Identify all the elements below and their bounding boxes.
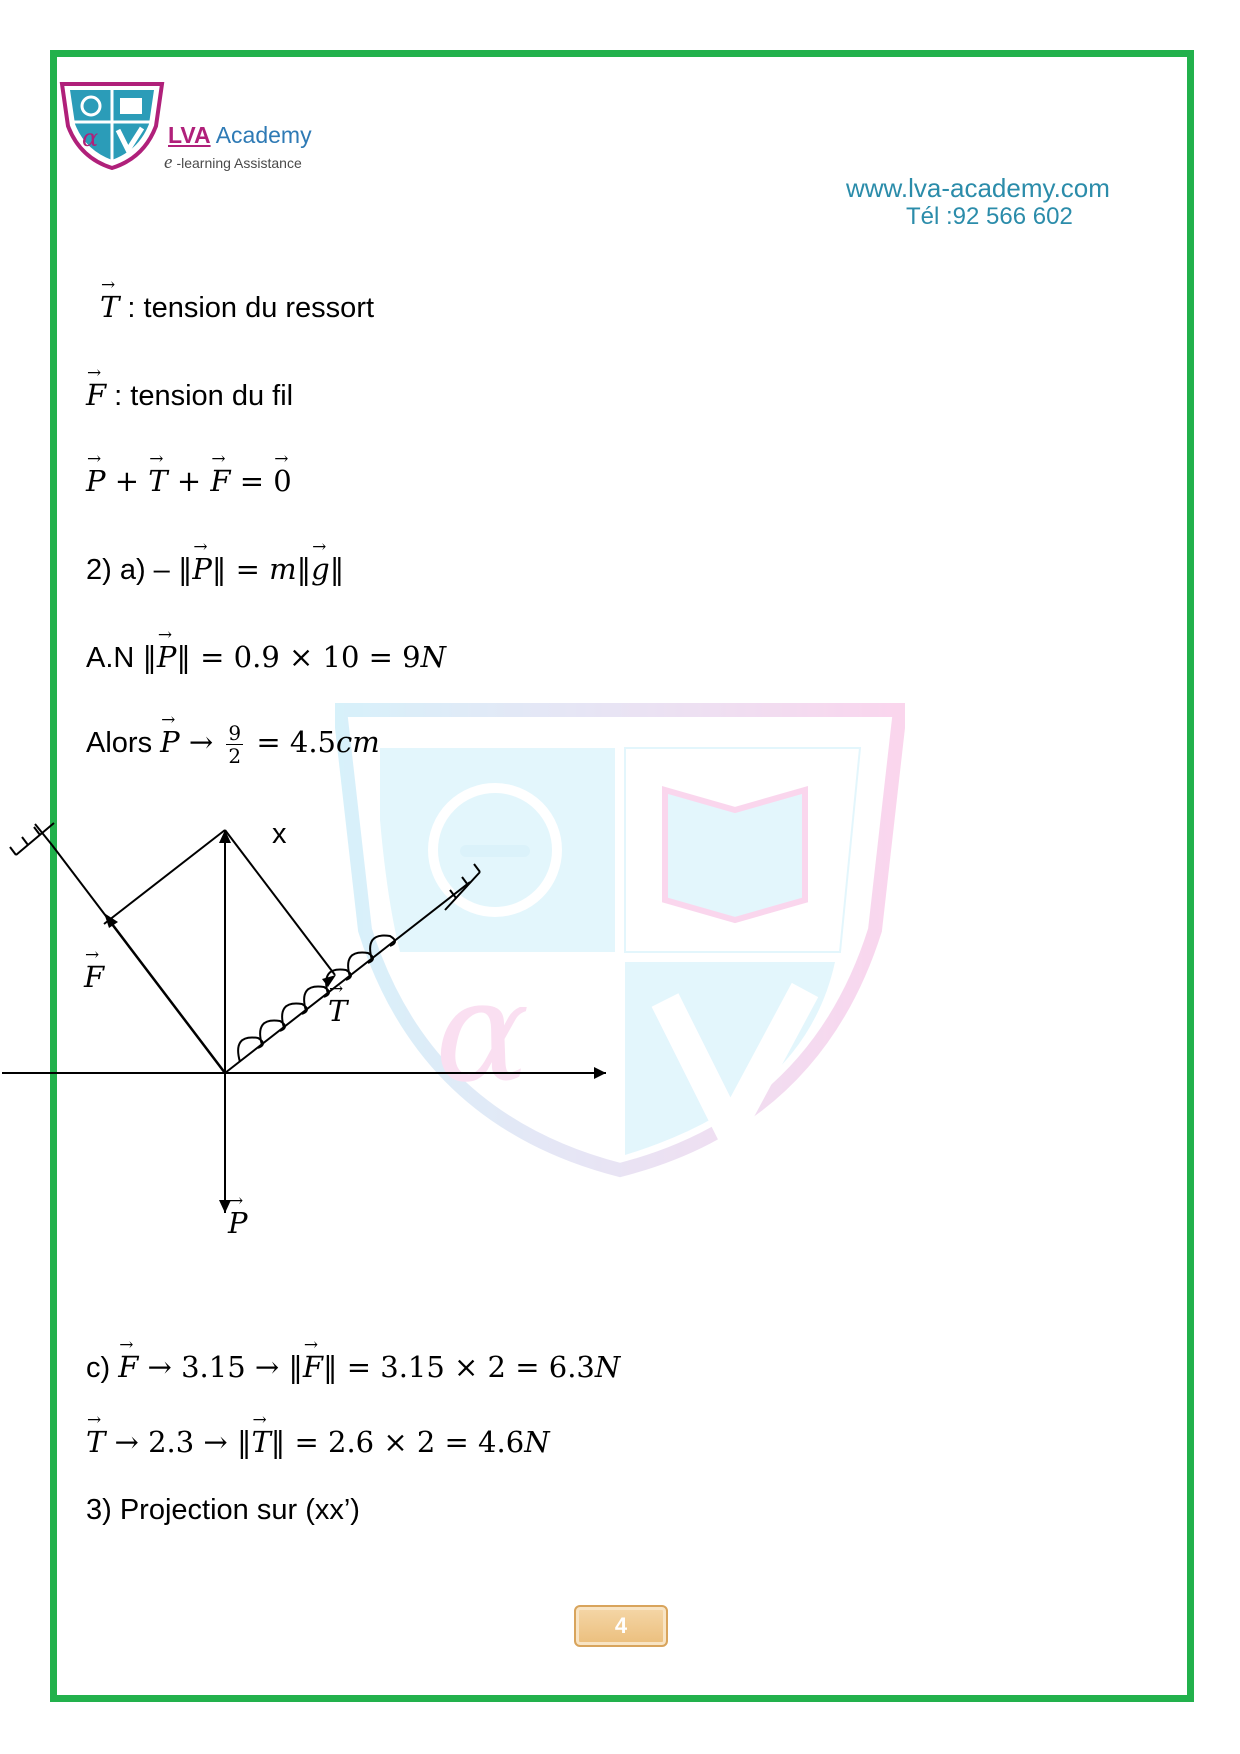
lva-logo-icon [56,78,168,170]
diagram-label-T: → T [328,994,347,1028]
line-equilibrium-equation: → P + → T + → F = → 0 [86,464,292,499]
phone-number: Tél :92 566 602 [906,203,1073,230]
page-number-badge: 4 [574,1605,668,1647]
diagram-label-P: → P [228,1206,248,1240]
brand-tagline: e -learning Assistance [164,152,302,173]
parallelogram-side-1 [104,830,225,924]
axis-label-x: x [272,818,287,850]
line-weight-value: A.N ‖→ P‖ = 0.9 × 10 = 9N [86,640,446,675]
brand-name: LVA Academy [168,122,312,148]
parallelogram-side-2 [225,830,335,975]
website-url[interactable]: www.lva-academy.com [846,173,1110,203]
line-force-T-value: → T → 2.3 → ‖→ T‖ = 2.6 × 2 = 4.6N [86,1425,550,1460]
line-weight-scale: Alors → P → $\frac{9}{2}$ = 4.5cm [86,722,380,767]
svg-text:α: α [435,951,530,1114]
force-diagram [0,800,640,1260]
line-tension-fil: → F : tension du fil [86,378,293,413]
force-F-vector [112,924,225,1073]
line-projection-heading: 3) Projection sur (xx’) [86,1494,360,1526]
line-force-F-value: c) → F → 3.15 → ‖→ F‖ = 3.15 × 2 = 6.3N [86,1350,620,1385]
fraction: $\frac{9}{2}$ [228,721,242,768]
diagram-label-F: → F [84,960,104,994]
line-tension-ressort: → T : tension du ressort [100,290,374,325]
line-weight-formula: 2) a) – ‖→ P‖ = m‖→ g‖ [86,552,344,587]
svg-text:α: α [82,124,99,152]
spring-coils [238,936,395,1063]
